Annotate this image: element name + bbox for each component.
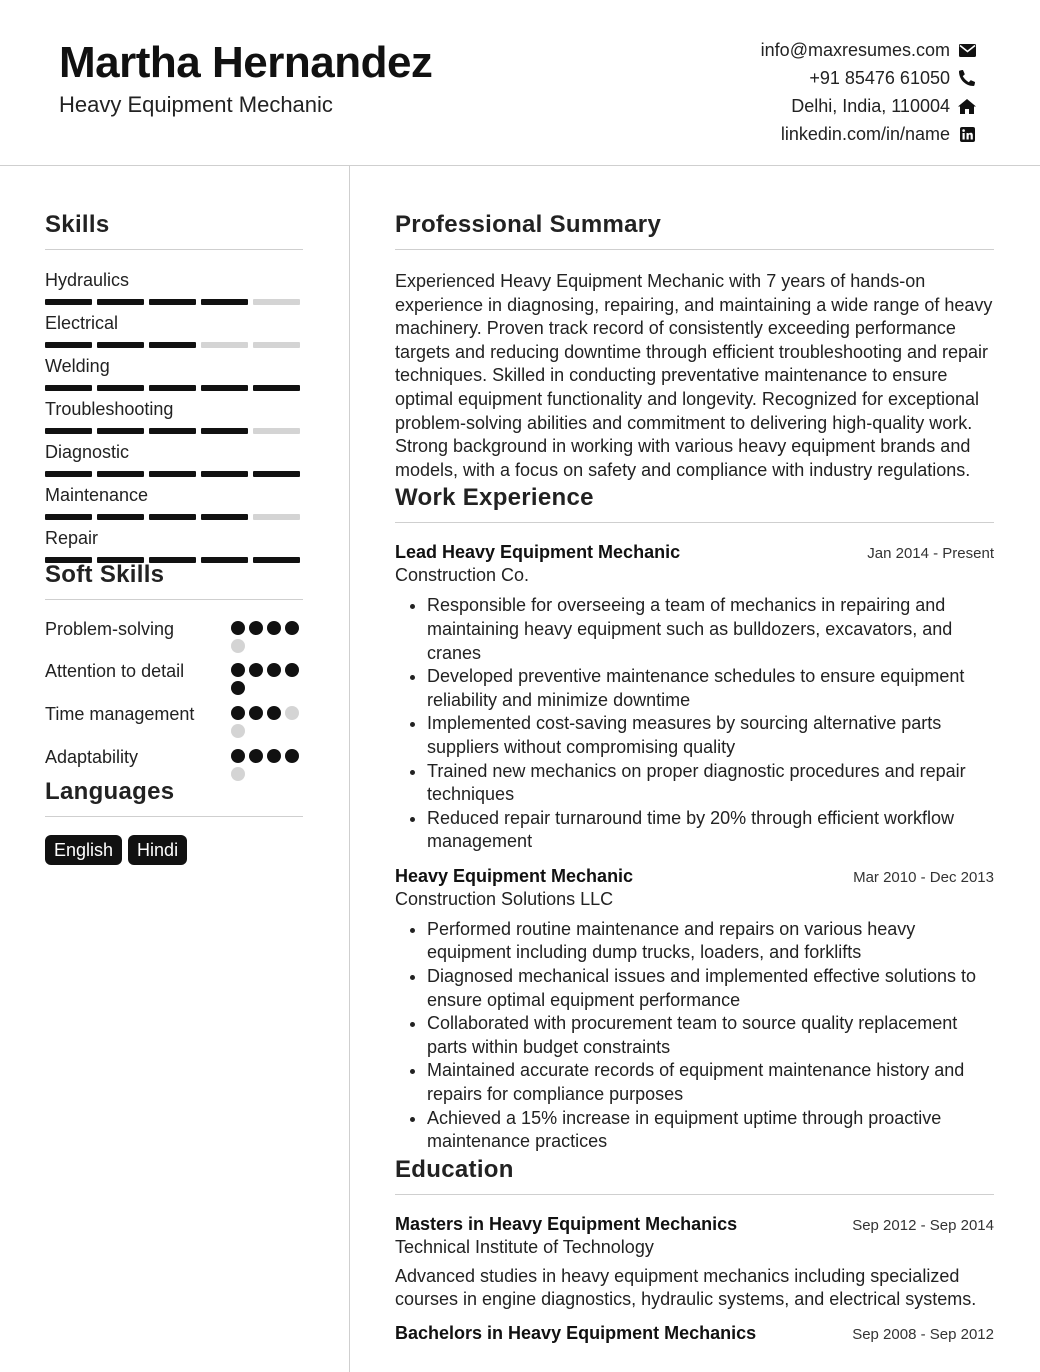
- rating-dot-empty: [231, 724, 245, 738]
- skill-bar-empty: [253, 514, 300, 520]
- languages-rule: [45, 816, 303, 817]
- summary-text: Experienced Heavy Equipment Mechanic with 7 years of hands-on experience in diagnosing, repairing, and maintaining a wide range of heavy machinery. Proven track record of consistently exceeding performance targets and reducing downtime through efficient troubleshooting and repair techniques. Skilled in conducting preventative maintenance to ensure optimal equipment functionality and longevity. Recognized for exceptional problem-solving abilities and commitment to delivering high-quality work. Strong background in working with various heavy equipment brands and models, with a focus on safety and compliance with industry regulations.: [395, 271, 993, 480]
- linkedin-icon: [958, 125, 976, 143]
- skill-item: [45, 311, 303, 354]
- column-divider: [349, 166, 350, 1372]
- soft-skill-label: Attention to detail: [45, 661, 185, 681]
- degree-title: Bachelors in Heavy Equipment Mechanics: [395, 1323, 757, 1343]
- education-entry: [395, 1214, 994, 1312]
- job-date: Jan 2014 - Present: [867, 545, 994, 563]
- skill-level-bar: [45, 385, 303, 391]
- skill-label: Hydraulics: [45, 270, 130, 290]
- job-bullet: • Trained new mechanics on proper diagnostic procedures and repair techniques: [427, 760, 994, 807]
- skill-bar-filled: [45, 514, 92, 520]
- job-company: Construction Co.: [395, 565, 530, 586]
- skill-bar-filled: [45, 471, 92, 477]
- skill-level-bar: [45, 428, 303, 434]
- skill-level-bar: [45, 299, 303, 305]
- skill-bar-filled: [201, 299, 248, 305]
- job-company: Construction Solutions LLC: [395, 888, 614, 909]
- job-bullet: • Developed preventive maintenance schedules to ensure equipment reliability and minimize downtime: [427, 665, 994, 712]
- degree-title: Masters in Heavy Equipment Mechanics: [395, 1213, 738, 1234]
- skill-item: [45, 268, 303, 311]
- school-name: Technical Institute of Technology: [395, 1236, 654, 1257]
- languages-section: [45, 778, 303, 865]
- left-column: [45, 166, 303, 865]
- skill-bar-filled: [97, 299, 144, 305]
- job-bullet: • Responsible for overseeing a team of mechanics in repairing and maintaining heavy equipment such as bulldozers, excavators, and cranes: [427, 594, 994, 665]
- soft-skill-rating: [231, 659, 303, 695]
- language-pill: Hindi: [128, 835, 187, 865]
- skill-bar-filled: [149, 299, 196, 305]
- home-icon: [958, 97, 976, 115]
- skill-bar-filled: [253, 471, 300, 477]
- rating-dot-filled: [231, 681, 245, 695]
- contact-linkedin[interactable]: [576, 120, 976, 148]
- skill-bar-filled: [201, 428, 248, 434]
- rating-dot-filled: [231, 621, 245, 635]
- soft-skill-label: Adaptability: [45, 747, 139, 767]
- skill-bar-empty: [253, 299, 300, 305]
- rating-dot-filled: [249, 749, 263, 763]
- rating-dot-filled: [231, 749, 245, 763]
- languages-title: Languages: [45, 778, 175, 805]
- phone-icon: [958, 69, 976, 87]
- soft-skill-rating: [231, 745, 303, 781]
- job-bullets: [395, 594, 994, 854]
- soft-skill-item: [45, 702, 303, 738]
- skill-bar-filled: [149, 385, 196, 391]
- skills-rule: [45, 249, 303, 250]
- rating-dot-filled: [249, 706, 263, 720]
- skill-label: Electrical: [45, 313, 119, 333]
- skill-label: Welding: [45, 356, 110, 376]
- skill-bar-filled: [97, 428, 144, 434]
- rating-dot-empty: [231, 767, 245, 781]
- soft-skills-rule: [45, 599, 303, 600]
- summary-rule: [395, 249, 994, 250]
- soft-skill-label: Problem-solving: [45, 619, 175, 639]
- candidate-name: Martha Hernandez: [59, 38, 433, 87]
- education-entry: [395, 1323, 994, 1344]
- contact-email[interactable]: [576, 36, 976, 64]
- rating-dot-filled: [285, 621, 299, 635]
- resume-header: [0, 0, 1040, 166]
- rating-dot-empty: [285, 706, 299, 720]
- skill-bar-filled: [149, 342, 196, 348]
- rating-dot-filled: [231, 663, 245, 677]
- job-entry: [395, 866, 994, 1154]
- languages-list: [45, 835, 303, 865]
- job-bullet: • Collaborated with procurement team to source quality replacement parts within budget constraints: [427, 1012, 994, 1059]
- skill-bar-filled: [97, 385, 144, 391]
- job-bullet: • Implemented cost-saving measures by sourcing alternative parts suppliers without compromising quality: [427, 712, 994, 759]
- skills-list: [45, 268, 303, 569]
- skill-bar-filled: [97, 514, 144, 520]
- skill-label: Repair: [45, 528, 99, 548]
- skill-level-bar: [45, 514, 303, 520]
- skill-label: Troubleshooting: [45, 399, 174, 419]
- soft-skill-item: [45, 745, 303, 781]
- skill-bar-filled: [201, 385, 248, 391]
- contact-address-text: Delhi, India, 110004: [791, 95, 950, 116]
- skills-title: Skills: [45, 211, 110, 238]
- skill-item: [45, 440, 303, 483]
- soft-skills-list: [45, 617, 303, 781]
- skill-bar-filled: [45, 342, 92, 348]
- degree-date: Sep 2012 - Sep 2014: [852, 1216, 994, 1234]
- skill-bar-empty: [253, 428, 300, 434]
- soft-skills-title: Soft Skills: [45, 561, 165, 588]
- skill-label: Diagnostic: [45, 442, 130, 462]
- soft-skill-item: [45, 617, 303, 653]
- skill-bar-empty: [253, 342, 300, 348]
- education-section: [395, 1156, 994, 1344]
- job-bullet: • Diagnosed mechanical issues and implemented effective solutions to ensure optimal equipment performance: [427, 965, 994, 1012]
- soft-skill-item: [45, 659, 303, 695]
- job-date: Mar 2010 - Dec 2013: [853, 868, 994, 886]
- skill-bar-filled: [201, 514, 248, 520]
- rating-dot-empty: [231, 639, 245, 653]
- skill-bar-filled: [201, 471, 248, 477]
- skill-level-bar: [45, 471, 303, 477]
- contact-email-text: info@maxresumes.com: [760, 39, 950, 60]
- job-bullet: • Performed routine maintenance and repairs on various heavy equipment including dump trucks, loaders, and forklifts: [427, 918, 994, 965]
- rating-dot-filled: [285, 749, 299, 763]
- rating-dot-filled: [267, 749, 281, 763]
- skill-bar-empty: [201, 342, 248, 348]
- job-bullet: • Achieved a 15% increase in equipment uptime through proactive maintenance practices: [427, 1107, 994, 1154]
- contact-linkedin-text: linkedin.com/in/name: [780, 123, 950, 144]
- skill-item: [45, 483, 303, 526]
- soft-skill-label: Time management: [45, 704, 195, 724]
- contact-phone-text: +91 85476 61050: [809, 67, 950, 88]
- skill-bar-filled: [149, 471, 196, 477]
- rating-dot-filled: [249, 663, 263, 677]
- job-bullets: [395, 918, 994, 1154]
- rating-dot-filled: [267, 706, 281, 720]
- job-title: Lead Heavy Equipment Mechanic: [395, 542, 681, 563]
- experience-title: Work Experience: [395, 484, 594, 512]
- language-pill: English: [45, 835, 122, 865]
- job-title: Heavy Equipment Mechanic: [395, 865, 634, 886]
- skill-level-bar: [45, 342, 303, 348]
- contact-phone[interactable]: [576, 64, 976, 92]
- skill-bar-filled: [45, 299, 92, 305]
- skill-bar-filled: [97, 342, 144, 348]
- skill-bar-filled: [201, 557, 248, 563]
- skill-bar-filled: [97, 471, 144, 477]
- skill-label: Maintenance: [45, 485, 149, 505]
- rating-dot-filled: [267, 663, 281, 677]
- skill-bar-filled: [45, 385, 92, 391]
- soft-skill-rating: [231, 617, 303, 653]
- experience-section: [395, 484, 994, 1153]
- education-rule: [395, 1194, 994, 1195]
- skill-bar-filled: [45, 428, 92, 434]
- right-column: [395, 166, 994, 1344]
- rating-dot-filled: [231, 706, 245, 720]
- contact-address: [576, 92, 976, 120]
- degree-date: Sep 2008 - Sep 2012: [852, 1326, 994, 1343]
- skills-section: [45, 211, 303, 569]
- soft-skill-rating: [231, 702, 303, 738]
- skill-item: [45, 397, 303, 440]
- rating-dot-filled: [285, 663, 299, 677]
- summary-title: Professional Summary: [395, 211, 662, 238]
- skill-bar-filled: [149, 428, 196, 434]
- soft-skills-section: [45, 561, 303, 781]
- skill-bar-filled: [253, 385, 300, 391]
- envelope-icon: [958, 41, 976, 59]
- skill-item: [45, 354, 303, 397]
- skill-bar-filled: [253, 557, 300, 563]
- job-bullet: • Reduced repair turnaround time by 20% through efficient workflow management: [427, 807, 994, 854]
- rating-dot-filled: [249, 621, 263, 635]
- rating-dot-filled: [267, 621, 281, 635]
- experience-rule: [395, 522, 994, 523]
- contact-list: [576, 36, 976, 148]
- job-bullet: • Maintained accurate records of equipment maintenance history and repairs for compliance purposes: [427, 1059, 994, 1106]
- education-title: Education: [395, 1155, 514, 1183]
- job-entry: [395, 542, 994, 854]
- skill-bar-filled: [149, 514, 196, 520]
- candidate-role: Heavy Equipment Mechanic: [59, 92, 333, 117]
- degree-description: Advanced studies in heavy equipment mechanics including specialized courses in engine diagnostics, hydraulic systems, and electrical systems.: [395, 1265, 977, 1310]
- summary-section: [395, 211, 994, 482]
